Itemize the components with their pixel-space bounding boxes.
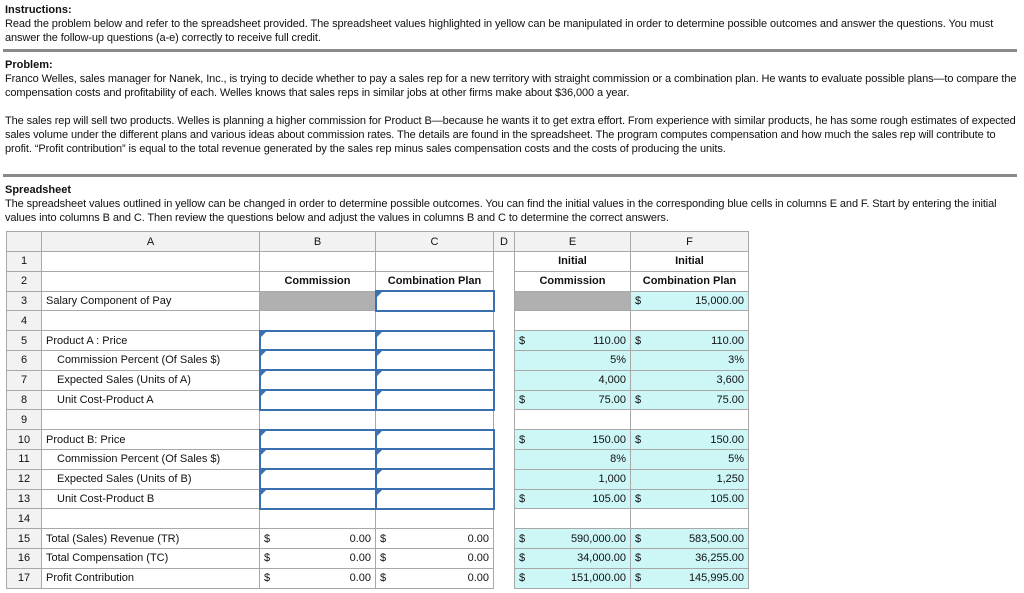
cell-f11 <box>631 449 749 469</box>
cell-d11 <box>494 449 515 469</box>
cell-c15-value: 0.00 <box>467 532 489 545</box>
cell-d3 <box>494 291 515 311</box>
row-number: 14 <box>7 509 42 529</box>
cell-c4 <box>376 311 494 331</box>
cell-f11-value: 5% <box>728 453 744 466</box>
cell-f13 <box>631 489 749 509</box>
cell-f8-value: 75.00 <box>716 393 744 406</box>
cell-f4 <box>631 311 749 331</box>
currency-symbol: $ <box>635 334 642 347</box>
cell-b11-input[interactable] <box>260 449 376 469</box>
cell-a4 <box>42 311 260 331</box>
cell-f6 <box>631 350 749 370</box>
cell-d14 <box>494 509 515 529</box>
currency-symbol: $ <box>380 572 387 585</box>
cell-f16-value: 36,255.00 <box>695 552 744 565</box>
problem-paragraph-1: Franco Welles, sales manager for Nanek, Inc., is trying to decide whether to pay a sales rep for a new territory with straight commission or a combination plan. He wants to evaluate possible plans—to compare the compensation costs and profitability of each. Welles knows that sales reps in similar jobs at other firms make about $36,000 a year. <box>5 73 1017 99</box>
row-number: 13 <box>7 489 42 509</box>
table-row <box>7 291 749 311</box>
currency-symbol: $ <box>264 552 271 565</box>
column-header-c: C <box>376 232 494 252</box>
cell-e11-value: 8% <box>610 453 626 466</box>
cell-e13 <box>515 489 631 509</box>
currency-symbol: $ <box>519 552 526 565</box>
cell-d1 <box>494 252 515 272</box>
cell-e15-value: 590,000.00 <box>570 532 626 545</box>
currency-symbol: $ <box>264 572 271 585</box>
row-number: 17 <box>7 568 42 588</box>
cell-f1 <box>631 252 749 272</box>
cell-f3-value: 15,000.00 <box>695 294 744 307</box>
cell-b10-input[interactable] <box>260 430 376 450</box>
cell-f6-value: 3% <box>728 354 744 367</box>
cell-e2-text: Commission <box>539 275 606 288</box>
currency-symbol: $ <box>635 294 642 307</box>
currency-symbol: $ <box>519 433 526 446</box>
table-row <box>7 311 749 331</box>
cell-b12-input[interactable] <box>260 469 376 489</box>
cell-e10-value: 150.00 <box>592 433 626 446</box>
row-number: 10 <box>7 430 42 450</box>
cell-e6 <box>515 350 631 370</box>
row-number: 2 <box>7 271 42 291</box>
cell-a15: Total (Sales) Revenue (TR) <box>42 529 260 549</box>
cell-f16 <box>631 548 749 568</box>
row-number: 3 <box>7 291 42 311</box>
cell-a6: Commission Percent (Of Sales $) <box>42 350 260 370</box>
table-row <box>7 489 749 509</box>
column-header-d: D <box>494 232 515 252</box>
currency-symbol: $ <box>635 492 642 505</box>
cell-c7-input[interactable] <box>376 370 494 390</box>
cell-b16 <box>260 548 376 568</box>
divider <box>3 49 1017 52</box>
row-number: 1 <box>7 252 42 272</box>
cell-e14 <box>515 509 631 529</box>
cell-e1-text: Initial <box>558 255 587 268</box>
cell-b16-value: 0.00 <box>349 552 371 565</box>
table-row <box>7 390 749 410</box>
cell-a7: Expected Sales (Units of A) <box>42 370 260 390</box>
table-row <box>7 370 749 390</box>
row-number: 4 <box>7 311 42 331</box>
cell-e15 <box>515 529 631 549</box>
cell-d4 <box>494 311 515 331</box>
currency-symbol: $ <box>635 572 642 585</box>
cell-c2-text: Combination Plan <box>387 274 482 287</box>
cell-e7 <box>515 370 631 390</box>
cell-c16 <box>376 548 494 568</box>
spreadsheet-section <box>5 183 1017 225</box>
cell-e4 <box>515 311 631 331</box>
column-header-e: E <box>515 232 631 252</box>
cell-c17-value: 0.00 <box>467 572 489 585</box>
spreadsheet-title: Spreadsheet <box>5 184 72 196</box>
cell-a5: Product A : Price <box>42 331 260 351</box>
cell-f12 <box>631 469 749 489</box>
column-header-b: B <box>260 232 376 252</box>
currency-symbol: $ <box>519 334 526 347</box>
table-row <box>7 529 749 549</box>
table-row <box>7 271 749 291</box>
cell-f5-value: 110.00 <box>711 334 744 347</box>
row-number: 6 <box>7 350 42 370</box>
cell-d17 <box>494 568 515 588</box>
cell-f7-value: 3,600 <box>716 374 744 387</box>
cell-d12 <box>494 469 515 489</box>
cell-f8 <box>631 390 749 410</box>
cell-e8-value: 75.00 <box>598 393 626 406</box>
cell-d7 <box>494 370 515 390</box>
cell-e11 <box>515 449 631 469</box>
table-row <box>7 430 749 450</box>
cell-f7 <box>631 370 749 390</box>
cell-b9 <box>260 410 376 430</box>
cell-d8 <box>494 390 515 410</box>
currency-symbol: $ <box>635 552 642 565</box>
cell-e1 <box>515 252 631 272</box>
cell-f13-value: 105.00 <box>710 492 744 505</box>
row-number: 7 <box>7 370 42 390</box>
cell-a3: Salary Component of Pay <box>42 291 260 311</box>
cell-a8: Unit Cost-Product A <box>42 390 260 410</box>
cell-c17 <box>376 568 494 588</box>
cell-f17 <box>631 568 749 588</box>
cell-a13: Unit Cost-Product B <box>42 489 260 509</box>
column-header-row <box>7 232 749 252</box>
cell-a9 <box>42 410 260 430</box>
cell-c16-value: 0.00 <box>467 552 489 565</box>
cell-f5 <box>631 331 749 351</box>
cell-f9 <box>631 410 749 430</box>
currency-symbol: $ <box>635 393 642 406</box>
cell-c6-input[interactable] <box>376 350 494 370</box>
problem-paragraph-2: The sales rep will sell two products. Welles is planning a higher commission for Product B—because he wants it to get extra effort. From experience with similar products, he has some rough estimates of expected sales volume under the different plans and various ideas about commission rates. The details are found in the spreadsheet. The program computes compensation and how much the sales rep will contribute to profit. “Profit contribution” is equal to the total revenue generated by the sales rep minus sales compensation costs and the costs of producing the units. <box>5 115 1016 155</box>
cell-f3 <box>631 291 749 311</box>
cell-b17 <box>260 568 376 588</box>
row-number: 11 <box>7 449 42 469</box>
cell-e8 <box>515 390 631 410</box>
cell-d16 <box>494 548 515 568</box>
cell-e5-value: 110.00 <box>593 334 626 347</box>
table-row <box>7 410 749 430</box>
cell-b7-input[interactable] <box>260 370 376 390</box>
cell-c14 <box>376 509 494 529</box>
cell-b14 <box>260 509 376 529</box>
row-number: 8 <box>7 390 42 410</box>
cell-e17 <box>515 568 631 588</box>
row-number: 12 <box>7 469 42 489</box>
cell-b15-value: 0.00 <box>349 532 371 545</box>
cell-f10-value: 150.00 <box>710 433 744 446</box>
currency-symbol: $ <box>380 552 387 565</box>
cell-f15-value: 583,500.00 <box>688 532 744 545</box>
cell-d5 <box>494 331 515 351</box>
cell-d13 <box>494 489 515 509</box>
cell-a11: Commission Percent (Of Sales $) <box>42 449 260 469</box>
cell-e6-value: 5% <box>610 354 626 367</box>
currency-symbol: $ <box>264 532 271 545</box>
cell-c2 <box>376 271 494 291</box>
cell-a10: Product B: Price <box>42 430 260 450</box>
cell-e5 <box>515 331 631 351</box>
cell-f12-value: 1,250 <box>716 473 744 486</box>
cell-e9 <box>515 410 631 430</box>
cell-c8-input[interactable] <box>376 390 494 410</box>
cell-c12-input[interactable] <box>376 469 494 489</box>
cell-d15 <box>494 529 515 549</box>
table-row <box>7 252 749 272</box>
cell-b1 <box>260 252 376 272</box>
cell-d9 <box>494 410 515 430</box>
cell-f1-text: Initial <box>675 255 704 268</box>
table-row <box>7 568 749 588</box>
currency-symbol: $ <box>519 393 526 406</box>
cell-c15 <box>376 529 494 549</box>
cell-e7-value: 4,000 <box>598 374 626 387</box>
instructions-title: Instructions: <box>5 4 72 16</box>
cell-f15 <box>631 529 749 549</box>
cell-a16: Total Compensation (TC) <box>42 548 260 568</box>
cell-e16-value: 34,000.00 <box>577 552 626 565</box>
column-header-a: A <box>42 232 260 252</box>
cell-d2 <box>494 271 515 291</box>
row-number: 5 <box>7 331 42 351</box>
cell-c9 <box>376 410 494 430</box>
cell-b15 <box>260 529 376 549</box>
cell-a2 <box>42 271 260 291</box>
cell-e12 <box>515 469 631 489</box>
currency-symbol: $ <box>635 433 642 446</box>
currency-symbol: $ <box>635 532 642 545</box>
table-row <box>7 331 749 351</box>
table-row <box>7 350 749 370</box>
cell-c13-input[interactable] <box>376 489 494 509</box>
instructions-text: Read the problem below and refer to the spreadsheet provided. The spreadsheet values highlighted in yellow can be manipulated in order to determine possible outcomes and answer the questions. You must answer the follow-up questions (a-e) correctly to receive full credit. <box>5 18 994 44</box>
row-number: 16 <box>7 548 42 568</box>
cell-b5-input[interactable] <box>260 331 376 351</box>
cell-d10 <box>494 430 515 450</box>
cell-b4 <box>260 311 376 331</box>
cell-e13-value: 105.00 <box>592 492 626 505</box>
cell-a17: Profit Contribution <box>42 568 260 588</box>
row-number: 15 <box>7 529 42 549</box>
cell-a1 <box>42 252 260 272</box>
cell-d6 <box>494 350 515 370</box>
table-row <box>7 509 749 529</box>
cell-e16 <box>515 548 631 568</box>
cell-b13-input[interactable] <box>260 489 376 509</box>
cell-b8-input[interactable] <box>260 390 376 410</box>
divider <box>3 174 1017 177</box>
cell-b2-text: Commission <box>284 275 351 288</box>
cell-b17-value: 0.00 <box>349 572 371 585</box>
cell-e10 <box>515 430 631 450</box>
cell-f10 <box>631 430 749 450</box>
table-row <box>7 469 749 489</box>
row-number: 9 <box>7 410 42 430</box>
table-row <box>7 548 749 568</box>
cell-c5-input[interactable] <box>376 331 494 351</box>
currency-symbol: $ <box>380 532 387 545</box>
spreadsheet-text: The spreadsheet values outlined in yellow can be changed in order to determine possible outcomes. You can find the initial values in the corresponding blue cells in columns E and F. Start by entering the initial values into columns B and C. Then review the questions below and adjust the values in columns B and C to determine the correct answers. <box>5 198 997 224</box>
cell-c11-input[interactable] <box>376 449 494 469</box>
table-row <box>7 449 749 469</box>
cell-c3-input[interactable] <box>376 291 494 311</box>
currency-symbol: $ <box>519 532 526 545</box>
cell-b6-input[interactable] <box>260 350 376 370</box>
currency-symbol: $ <box>519 572 526 585</box>
corner-cell <box>7 232 42 252</box>
cell-f2-text: Combination Plan <box>642 275 737 288</box>
cell-a14 <box>42 509 260 529</box>
currency-symbol: $ <box>519 492 526 505</box>
cell-c1 <box>376 252 494 272</box>
cell-e2 <box>515 271 631 291</box>
cell-e3 <box>515 291 631 311</box>
column-header-f: F <box>631 232 749 252</box>
cell-f2 <box>631 271 749 291</box>
cell-b2 <box>260 271 376 291</box>
spreadsheet-table <box>6 231 749 589</box>
cell-c10-input[interactable] <box>376 430 494 450</box>
cell-f14 <box>631 509 749 529</box>
problem-section <box>5 58 1017 156</box>
instructions-section <box>5 3 1017 45</box>
cell-b3 <box>260 291 376 311</box>
cell-a12: Expected Sales (Units of B) <box>42 469 260 489</box>
cell-e12-value: 1,000 <box>598 473 626 486</box>
problem-title: Problem: <box>5 59 53 71</box>
cell-e17-value: 151,000.00 <box>570 572 626 585</box>
cell-f17-value: 145,995.00 <box>688 572 744 585</box>
